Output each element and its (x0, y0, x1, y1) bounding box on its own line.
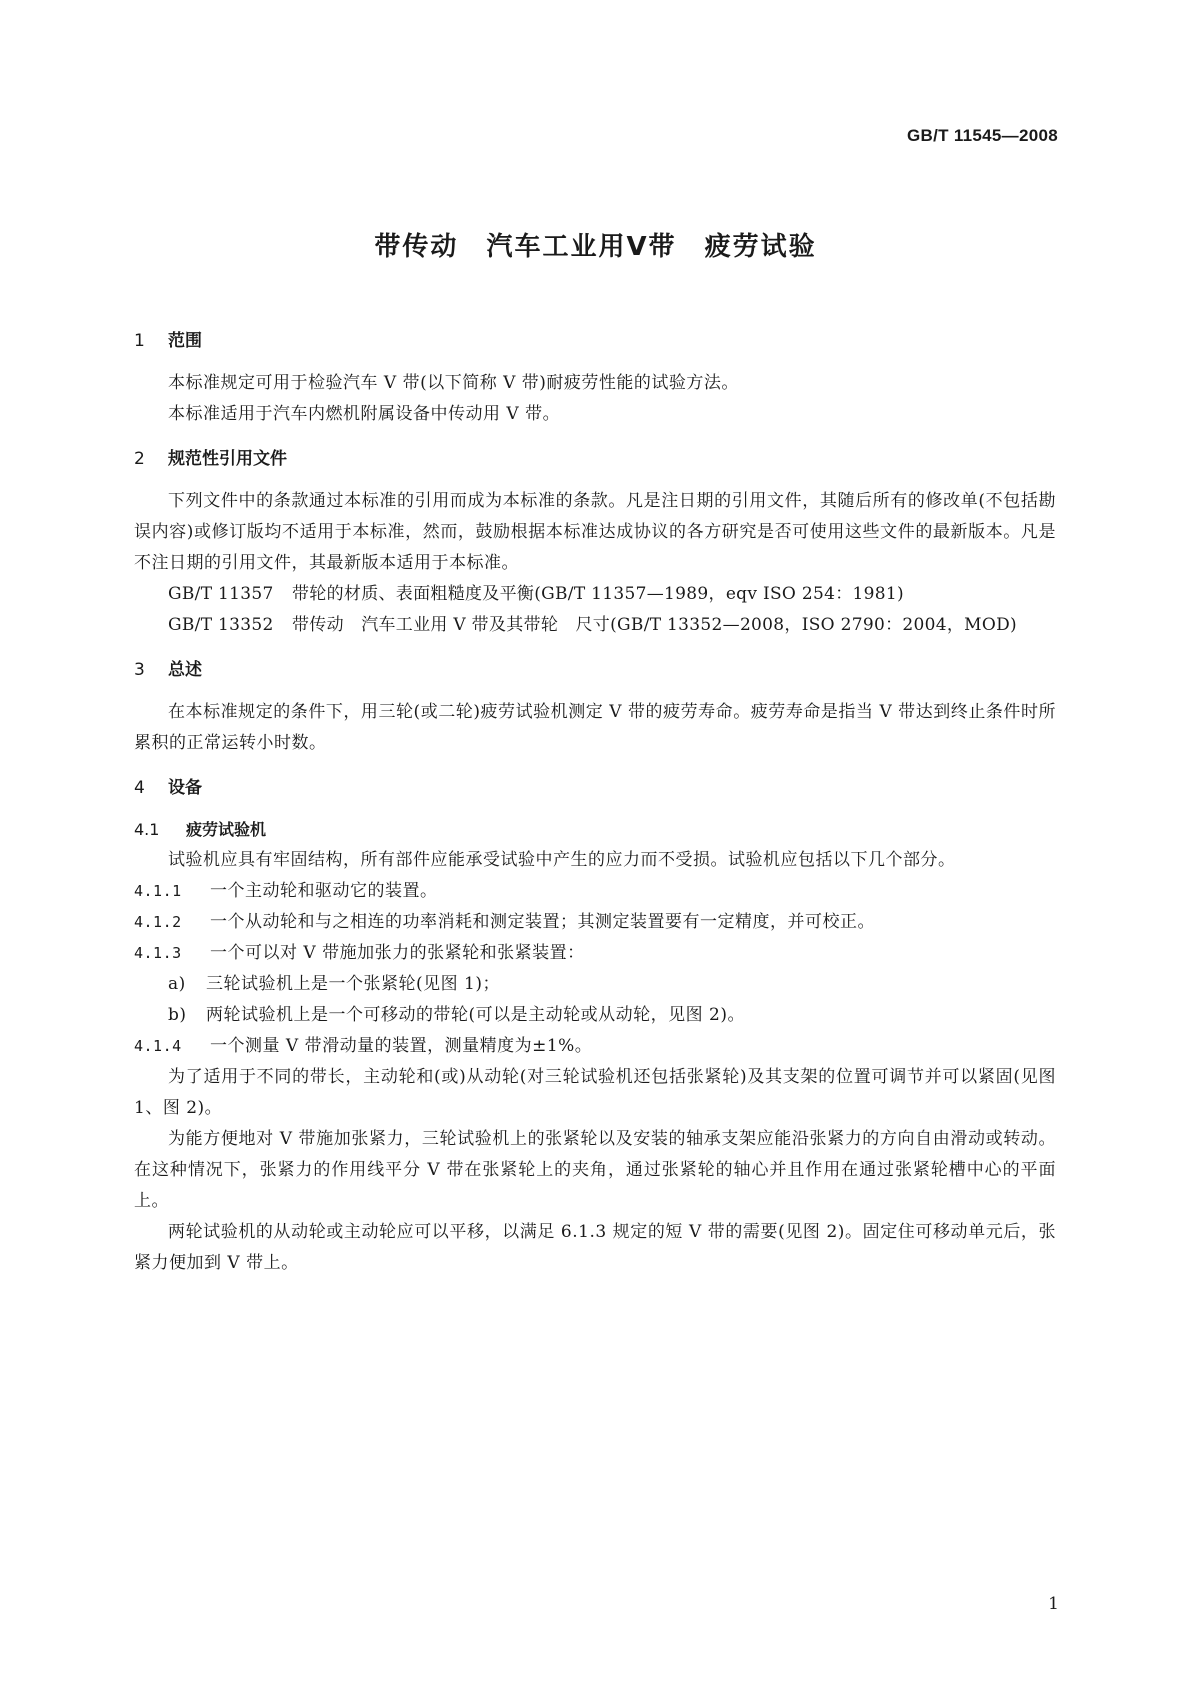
title-part-3: 疲劳试验 (704, 232, 817, 262)
reference-title: 带轮的材质、表面粗糙度及平衡(GB/T 11357—1989，eqv ISO 254：1981) (292, 584, 904, 604)
reference-code: GB/T 13352 (168, 615, 274, 635)
section-number: 4 (134, 778, 145, 798)
normative-reference (134, 579, 1056, 610)
section-3-heading (134, 655, 1056, 685)
paragraph: 在本标准规定的条件下，用三轮(或二轮)疲劳试验机测定 V 带的疲劳寿命。疲劳寿命是指当 V 带达到终止条件时所累积的正常运转小时数。 (134, 702, 1056, 753)
clause-text: 一个可以对 V 带施加张力的张紧轮和张紧装置： (210, 943, 585, 963)
clause-4-1-1 (134, 876, 1056, 907)
section-4-heading (134, 773, 1056, 803)
paragraph: 本标准规定可用于检验汽车 V 带(以下简称 V 带)耐疲劳性能的试验方法。 (168, 373, 739, 393)
section-2-heading (134, 444, 1056, 474)
section-title: 规范性引用文件 (168, 449, 287, 469)
subsection-title: 疲劳试验机 (186, 820, 267, 839)
clause-number: 4.1.2 (134, 913, 182, 931)
subsection-number: 4.1 (134, 820, 160, 839)
paragraph: 试验机应具有牢固结构，所有部件应能承受试验中产生的应力而不受损。试验机应包括以下几个部分。 (168, 850, 956, 870)
list-item-label: a) (168, 974, 186, 994)
title-part-1: 带传动 (374, 232, 459, 262)
list-item-text: 两轮试验机上是一个可移动的带轮(可以是主动轮或从动轮，见图 2)。 (206, 1005, 745, 1025)
clause-text: 一个从动轮和与之相连的功率消耗和测定装置；其测定装置要有一定精度，并可校正。 (210, 912, 875, 932)
title-part-2: 汽车工业用V带 (486, 232, 677, 262)
list-item (134, 1000, 1056, 1031)
list-item-text: 三轮试验机上是一个张紧轮(见图 1)； (206, 974, 500, 994)
section-title: 范围 (168, 331, 202, 351)
normative-reference (134, 610, 1056, 641)
section-1-heading (134, 326, 1056, 356)
clause-number: 4.1.3 (134, 944, 182, 962)
section-number: 3 (134, 660, 145, 680)
clause-number: 4.1.4 (134, 1037, 182, 1055)
clause-4-1-4 (134, 1031, 1056, 1062)
page-number: 1 (1048, 1594, 1059, 1614)
section-title: 总述 (168, 660, 202, 680)
reference-title: 带传动 汽车工业用 V 带及其带轮 尺寸(GB/T 13352—2008，ISO 2790：2004，MOD) (292, 615, 1017, 635)
clause-4-1-3 (134, 938, 1056, 969)
clause-text: 一个主动轮和驱动它的装置。 (210, 881, 438, 901)
clause-text: 一个测量 V 带滑动量的装置，测量精度为±1%。 (210, 1036, 593, 1056)
clause-number: 4.1.1 (134, 882, 182, 900)
paragraph: 为了适用于不同的带长，主动轮和(或)从动轮(对三轮试验机还包括张紧轮)及其支架的位置可调节并可以紧固(见图 1、图 2)。 (134, 1067, 1056, 1118)
list-item-label: b) (168, 1005, 187, 1025)
paragraph: 两轮试验机的从动轮或主动轮应可以平移，以满足 6.1.3 规定的短 V 带的需要(见图 2)。固定住可移动单元后，张紧力便加到 V 带上。 (134, 1222, 1056, 1273)
standard-code: GB/T 11545—2008 (907, 126, 1058, 145)
paragraph: 为能方便地对 V 带施加张紧力，三轮试验机上的张紧轮以及安装的轴承支架应能沿张紧力的方向自由滑动或转动。在这种情况下，张紧力的作用线平分 V 带在张紧轮上的夹角，通过张紧轮的轴心并且作用在通过张紧轮槽中心的平面上。 (134, 1129, 1056, 1211)
reference-code: GB/T 11357 (168, 584, 274, 604)
paragraph: 本标准适用于汽车内燃机附属设备中传动用 V 带。 (168, 404, 561, 424)
paragraph: 下列文件中的条款通过本标准的引用而成为本标准的条款。凡是注日期的引用文件，其随后所有的修改单(不包括勘误内容)或修订版均不适用于本标准，然而，鼓励根据本标准达成协议的各方研究是否可使用这些文件的最新版本。凡是不注日期的引用文件，其最新版本适用于本标准。 (134, 491, 1056, 573)
section-number: 1 (134, 331, 145, 351)
document-title (0, 226, 1191, 263)
list-item (134, 969, 1056, 1000)
subsection-4-1-heading (134, 815, 1056, 845)
document-body (134, 326, 1056, 1279)
section-title: 设备 (168, 778, 202, 798)
section-number: 2 (134, 449, 145, 469)
clause-4-1-2 (134, 907, 1056, 938)
